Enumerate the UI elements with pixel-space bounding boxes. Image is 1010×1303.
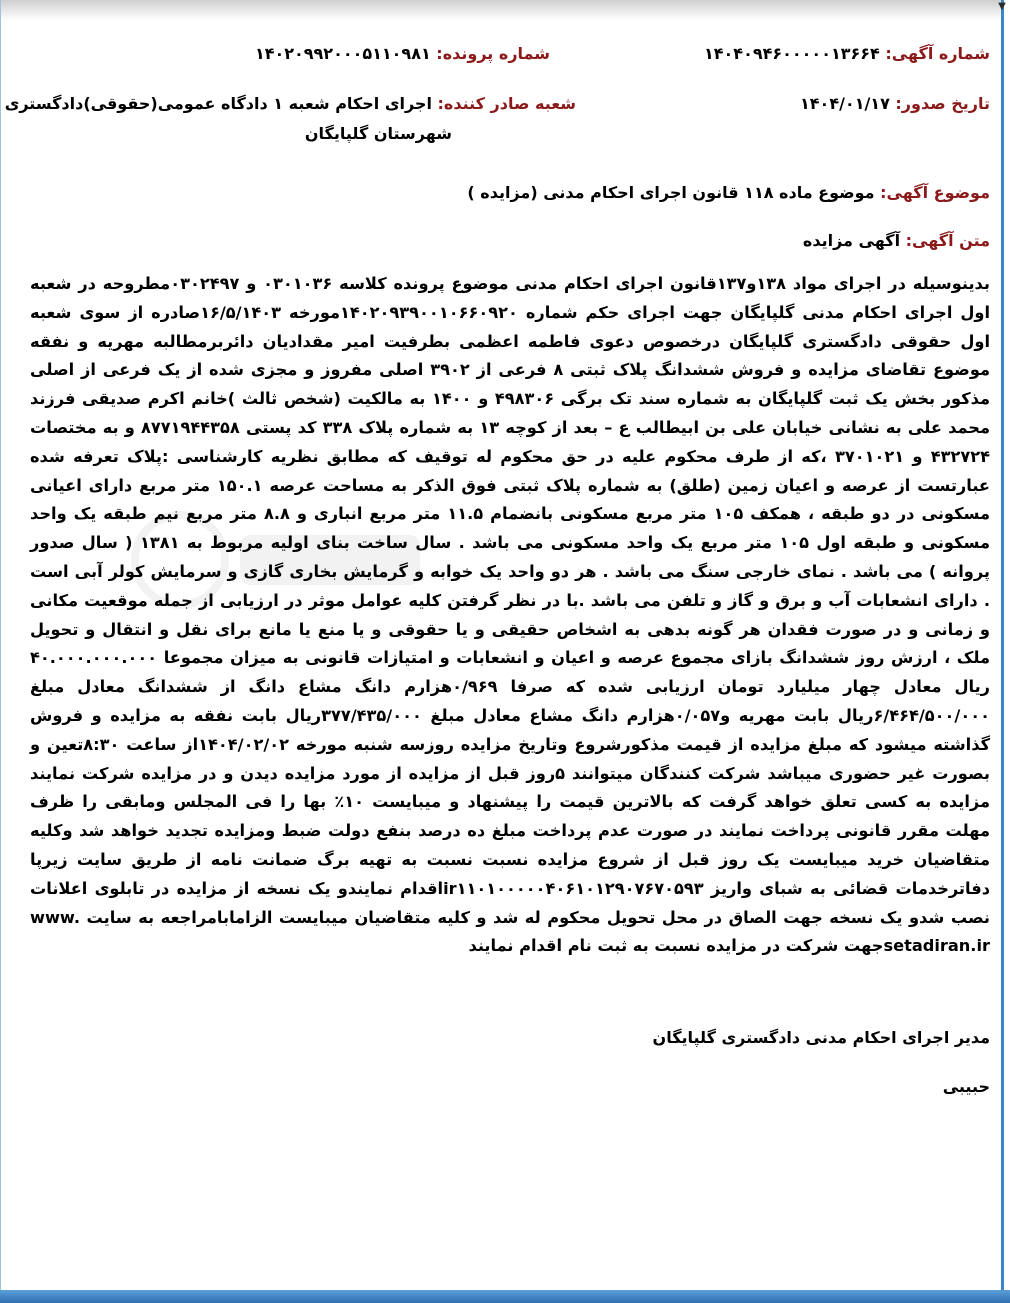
notice-subject-label: موضوع آگهی:	[880, 183, 990, 202]
notice-number-label: شماره آگهی:	[885, 44, 990, 63]
notice-text-label: متن آگهی:	[905, 231, 990, 250]
scroll-down-icon[interactable]: ▼	[998, 1, 1006, 12]
notice-subject	[467, 183, 990, 202]
issue-date-value: ۱۴۰۴/۰۱/۱۷	[800, 94, 890, 113]
signer-name: حبیبی	[942, 1077, 990, 1096]
notice-number-value: ۱۴۰۴۰۹۴۶۰۰۰۰۰۱۳۶۶۴	[704, 44, 880, 63]
file-number-value: ۱۴۰۲۰۹۹۲۰۰۰۵۱۱۰۹۸۱	[254, 44, 431, 63]
file-number	[255, 44, 550, 63]
issue-date-label: تاریخ صدور:	[895, 94, 990, 113]
notice-text-title: آگهی مزایده	[802, 231, 901, 250]
issuing-branch-line2	[305, 124, 452, 143]
notice-subject-value: موضوع ماده ۱۱۸ قانون اجرای احکام مدنی (مزایده )	[467, 183, 875, 202]
issuing-branch	[5, 94, 576, 113]
notice-text-heading	[803, 231, 990, 250]
notice-body: بدینوسیله در اجرای مواد ۱۳۸و۱۳۷قانون اجرای احکام مدنی موضوع پرونده کلاسه ۰۳۰۱۰۳۶ و ۰۳۰۲۴۹۷مطروحه در شعبه اول اجرای احکام مدنی گلپایگان جهت اجرای حکم شماره ۱۴۰۲۰۹۳۹۰۰۱۰۶۶۰۹۲۰مورخه ۱۶/۵/۱۴۰۳صادره از سوی شعبه اول حقوقی دادگستری گلپایگان درخصوص دعوی فاطمه اعظمی بطرفیت امیر مقدادیان دائربرمطالبه مهریه و نفقه موضوع تقاضای مزایده و فروش ششدانگ پلاک ثبتی ۸ فرعی از ۳۹۰۲ اصلی مفروز و مجزی شده از یک فرعی از اصلی مذکور بخش یک ثبت گلپایگان به شماره سند تک برگی ۴۹۸۳۰۶ و ۱۴۰۰ به مالکیت (شخص ثالث )خانم اکرم صدیقی فرزند محمد علی به نشانی خیابان علی بن ابیطالب ع – بعد از کوچه ۱۳ به شماره پلاک ۳۳۸ کد پستی ۸۷۷۱۹۴۴۳۵۸ و به مختصات ۴۳۲۷۲۴ و ۳۷۰۱۰۲۱ ،که از طرف محکوم علیه در حق محکوم له توقیف که مطابق نظریه کارشناسی :پلاک تعرفه شده عبارتست از عرصه و اعیان زمین (طلق) به شماره پلاک ثبتی فوق الذکر به مساحت عرصه ۱۵۰.۱ متر مربع دارای اعیانی مسکونی در دو طبقه ، همکف ۱۰۵ متر مربع مسکونی بانضمام ۱۱.۵ متر مربع انباری و ۸.۸ متر مربع نیم طبقه یک واحد مسکونی و طبقه اول ۱۰۵ متر مربع یک واحد مسکونی می باشد . سال ساخت بنای اولیه مربوط به ۱۳۸۱ ( سال صدور پروانه ) می باشد . نمای خارجی سنگ می باشد . هر دو واحد یک خوابه و گرمایش بخاری گازی و سرمایش کولر آبی است . دارای انشعابات آب و برق و گاز و تلفن می باشد .با در نظر گرفتن کلیه عوامل موثر در ارزیابی از جمله موقعیت مکانی و زمانی و در صورت فقدان هر گونه بدهی به اشخاص حقیقی و یا حقوقی و یا منع یا مانع برای نقل و انتقال و تحویل ملک ، ارزش روز ششدانگ بازای مجموع عرصه و اعیان و انشعابات و امتیازات قانونی به میزان مجموعا ۴۰.۰۰۰.۰۰۰.۰۰۰ ریال معادل چهار میلیارد تومان ارزیابی شده که صرفا ۰/۹۶۹هزارم دانگ مشاع دانگ از ششدانگ معادل مبلغ ۶/۴۶۴/۵۰۰/۰۰۰ریال بابت مهریه و۰/۰۵۷هزارم دانگ مشاع معادل مبلغ ۳۷۷/۴۳۵/۰۰۰ریال بابت نفقه به مزایده و فروش گذاشته میشود که مبلغ مزایده از قیمت مذکورشروع وتاریخ مزایده روزسه شنبه مورخه ۱۴۰۴/۰۲/۰۲از ساعت ۸:۳۰تعین و بصورت غیر حضوری میباشد شرکت کنندگان میتوانند ۵روز قبل از مزایده از مورد مزایده دیدن و در مزایده شرکت نمایند مزایده به کسی تعلق خواهد گرفت که بالاترین قیمت را پیشنهاد و میبایست ۱۰٪ بها را فی المجلس ومابقی را ظرف مهلت مقرر قانونی پرداخت نمایند در صورت عدم پرداخت مبلغ ده درصد بنفع دولت ضبط ومزایده تجدید خواهد شد وکلیه متقاضیان خرید میبایست یک روز قبل از شروع مزایده نسبت نسبت به تهیه برگ ضمانت نامه از طریق سایت زیرپا دفاترخدمات قضائی به شبای واریز ir۱۱۰۱۰۰۰۰۰۴۰۶۱۰۱۲۹۰۷۶۷۰۵۹۳اقدام نمایندو یک نسخه از مزایده در تابلوی اعلانات نصب شدو یک نسخه جهت الصاق در محل تحویل محکوم له شد و کلیه متقاضیان میبایست الزامابامراجعه به سایت www. setadiran.irجهت شرکت در مزایده نسبت به ثبت نام اقدام نمایند	[30, 274, 991, 956]
file-number-label: شماره پرونده:	[436, 44, 550, 63]
notice-number	[704, 44, 990, 63]
issuing-branch-label: شعبه صادر کننده:	[437, 94, 576, 113]
issuing-branch-value: اجرای احکام شعبه ۱ دادگاه عمومی(حقوقی)دادگستری	[4, 94, 432, 113]
signer-title: مدیر اجرای احکام مدنی دادگستری گلپایگان	[652, 1028, 990, 1047]
issuing-branch-value-2: شهرستان گلپایگان	[304, 124, 452, 143]
window-bottom-bar	[0, 1290, 1010, 1303]
issue-date	[800, 94, 990, 113]
